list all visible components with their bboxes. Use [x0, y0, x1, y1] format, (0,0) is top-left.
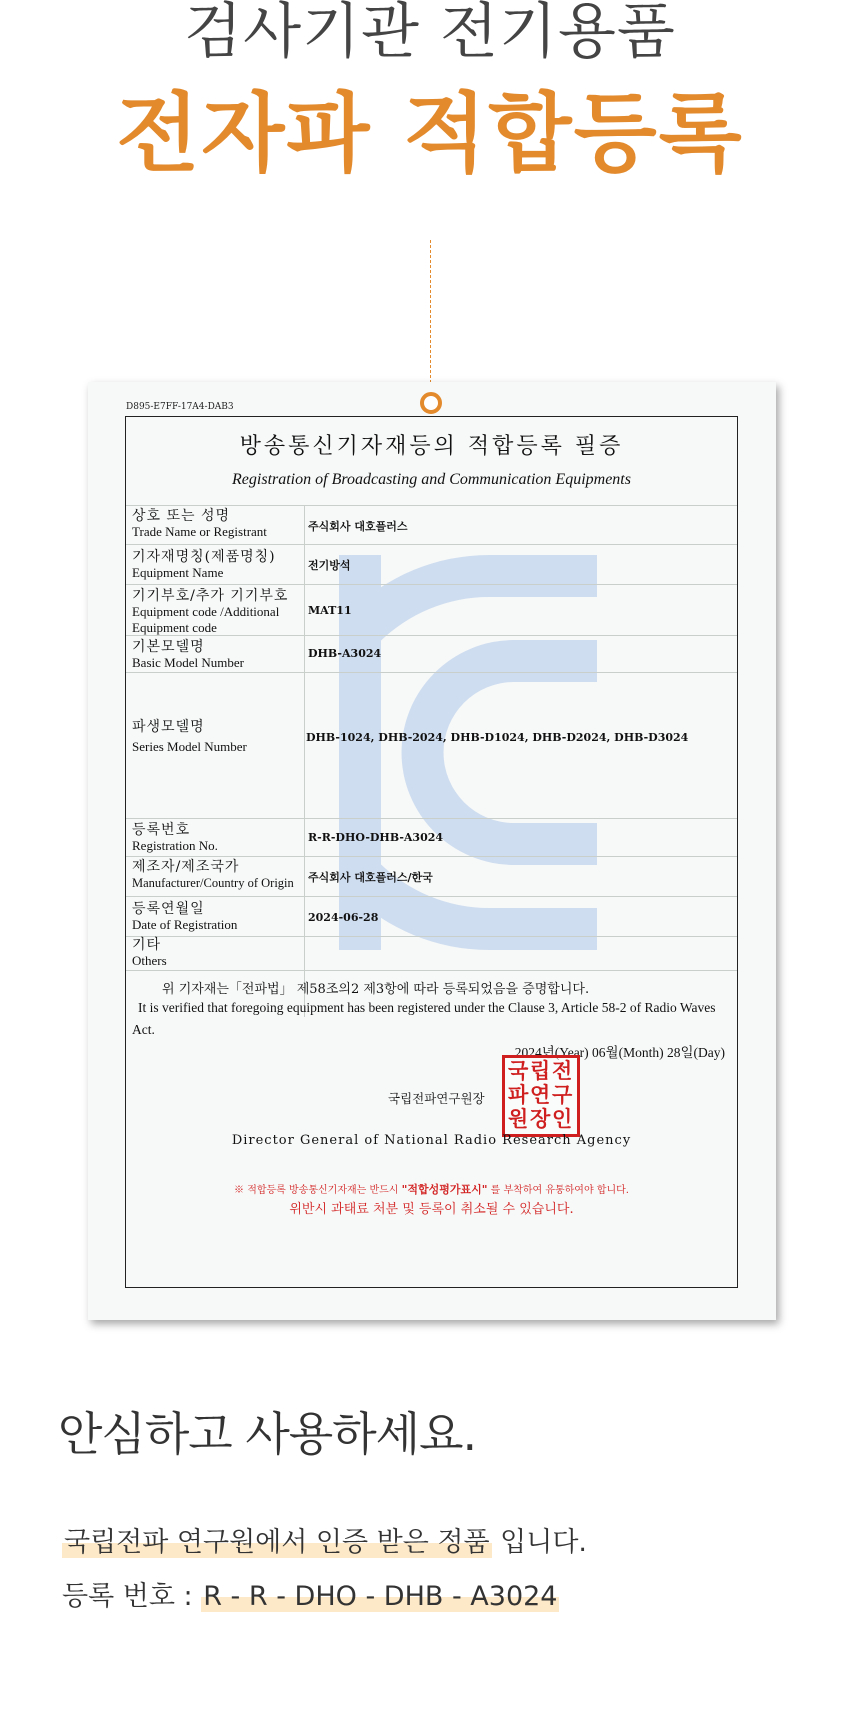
hanging-ring-icon — [420, 392, 442, 414]
row-label: 상호 또는 성명 Trade Name or Registrant — [132, 508, 267, 539]
cert-row-registration-no — [126, 818, 737, 857]
reassurance-tagline: 안심하고 사용하세요. — [58, 1407, 477, 1461]
certificate-id: D895-E7FF-17A4-DAB3 — [126, 402, 234, 412]
row-label: 기본모델명 Basic Model Number — [132, 639, 244, 670]
cert-row-manufacturer — [126, 856, 737, 897]
certification-note-rest: 입니다. — [500, 1527, 587, 1558]
row-value: DHB-1024, DHB-2024, DHB-D1024, DHB-D2024, DHB-D3024 — [306, 731, 689, 744]
row-label: 파생모델명 Series Model Number — [132, 719, 247, 754]
statement-korean: 위 기자재는「전파법」 제58조의2 제3항에 따라 등록되었음을 증명합니다. — [162, 982, 590, 997]
row-label: 등록번호 Registration No. — [132, 822, 218, 853]
hanging-string — [430, 240, 431, 398]
row-value: MAT11 — [308, 604, 352, 617]
row-value: DHB-A3024 — [308, 647, 382, 660]
row-value: 주식회사 대호플러스/한국 — [308, 871, 433, 884]
page-heading-line2: 전자파 적합등록 — [116, 84, 744, 184]
certificate-subtitle: Registration of Broadcasting and Communication Equipments — [232, 471, 631, 488]
registration-number-label: 등록 번호 : — [62, 1581, 193, 1612]
issue-date: 2024년(Year) 06월(Month) 28일(Day) — [514, 1045, 725, 1060]
warning-notice: ※ 적합등록 방송통신기자재는 반드시 "적합성평가표시" 를 부착하여 유통하여야 합니다. — [234, 1183, 629, 1196]
cert-row-equipment-name — [126, 544, 737, 585]
row-value: 2024-06-28 — [308, 911, 379, 924]
row-value: R-R-DHO-DHB-A3024 — [308, 831, 444, 844]
registration-number-value: R - R - DHO - DHB - A3024 — [203, 1581, 558, 1612]
row-value: 주식회사 대호플러스 — [308, 520, 408, 533]
official-seal-stamp: 국 립 전 파 연 구 원 장 인 — [502, 1055, 580, 1137]
certificate-title: 방송통신기자재등의 적합등록 필증 — [239, 434, 624, 459]
row-value: 전기방석 — [308, 559, 351, 572]
statement-english: It is verified that foregoing equipment has been registered under the Clause 3, Article 58-2 of Radio Waves Act. — [132, 1000, 716, 1037]
warning-penalty: 위반시 과태료 처분 및 등록이 취소될 수 있습니다. — [289, 1202, 574, 1217]
cert-row-others — [126, 936, 737, 971]
row-label: 기기부호/추가 기기부호 Equipment code /Additional Equipment code — [132, 588, 289, 635]
row-label: 등록연월일 Date of Registration — [132, 901, 238, 932]
director-title-korean: 국립전파연구원장 — [388, 1091, 485, 1106]
cert-row-series-model — [126, 672, 737, 819]
certificate-paper — [88, 382, 776, 1320]
cert-row-date — [126, 896, 737, 937]
cert-row-equipment-code — [126, 584, 737, 636]
certification-highlight: 국립전파 연구원에서 인증 받은 정품 — [64, 1527, 490, 1558]
certificate-frame — [125, 416, 738, 1288]
row-label: 기자재명칭(제품명칭) Equipment Name — [132, 549, 276, 580]
row-label: 기타 Others — [132, 937, 167, 968]
director-title-english: Director General of National Radio Research Agency — [231, 1133, 632, 1148]
certification-note — [62, 1520, 587, 1559]
cert-row-trade-name — [126, 505, 737, 545]
page-heading-line1: 검사기관 전기용품 — [184, 0, 676, 67]
row-label: 제조자/제조국가 Manufacturer/Country of Origin — [132, 859, 294, 890]
cert-row-basic-model — [126, 635, 737, 673]
registration-number-line — [62, 1574, 559, 1613]
